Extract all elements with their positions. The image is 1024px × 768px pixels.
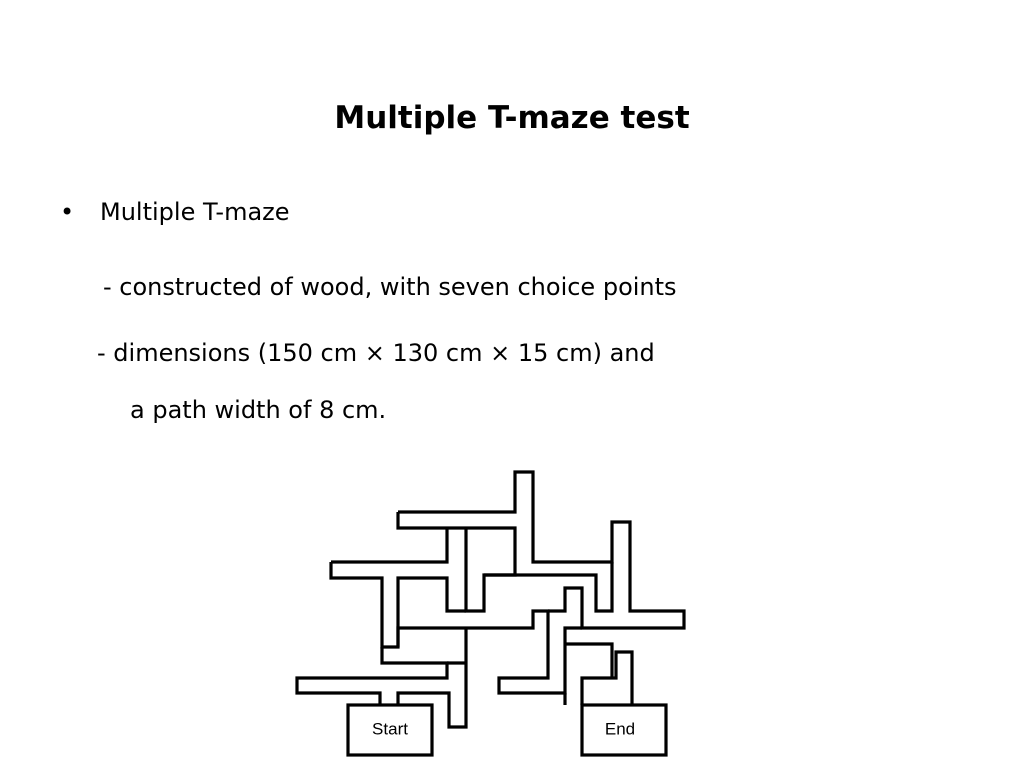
detail-line-construction: - constructed of wood, with seven choice points [103, 273, 677, 301]
maze-walls [297, 472, 684, 727]
end-box [582, 705, 666, 755]
slide-title: Multiple T-maze test [334, 100, 690, 136]
maze-wall [297, 647, 447, 705]
detail-line-path-width: a path width of 8 cm. [130, 396, 387, 424]
maze-wall [565, 644, 632, 705]
bullet-text: Multiple T-maze [100, 198, 290, 226]
start-box [348, 705, 432, 755]
start-label: Start [372, 719, 408, 739]
bullet-symbol: • [60, 198, 75, 226]
detail-line-dimensions: - dimensions (150 cm × 130 cm × 15 cm) and [97, 339, 655, 367]
end-label: End [604, 719, 636, 739]
maze-wall [398, 611, 582, 693]
